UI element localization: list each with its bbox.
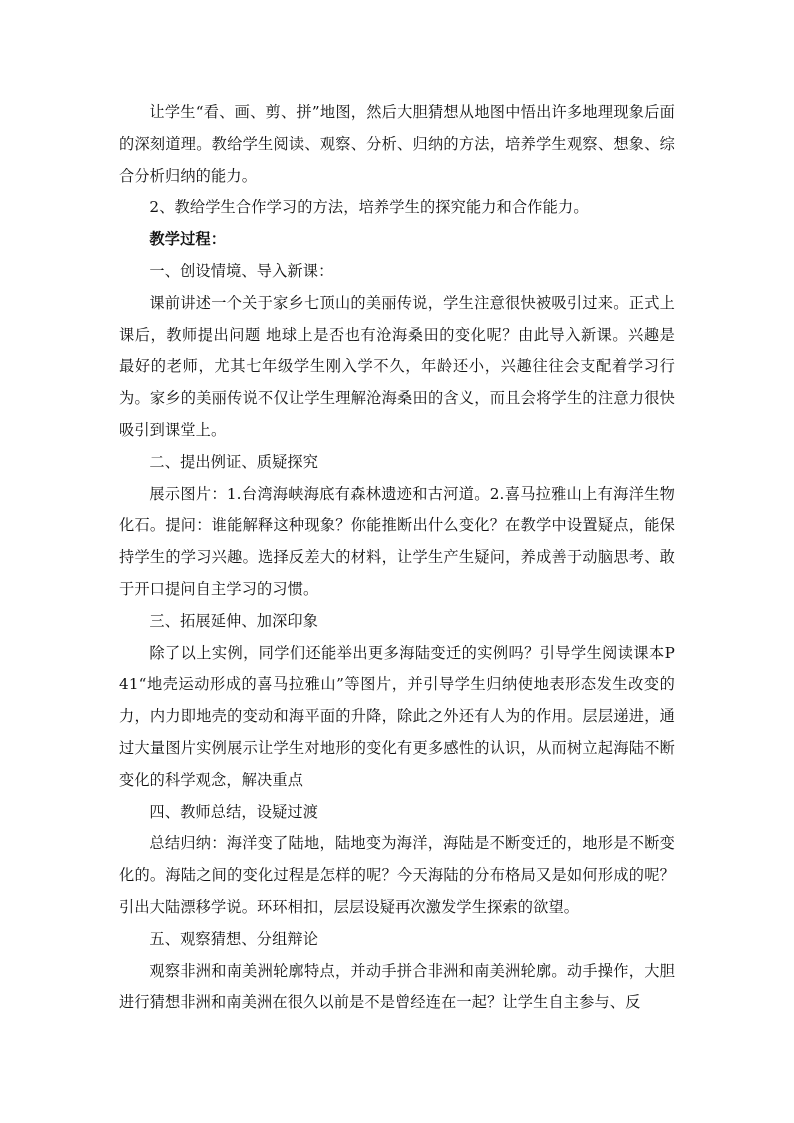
section-heading-1: 一、创设情境、导入新课： [149, 261, 334, 280]
paragraph-section-2: 展示图片：1.台湾海峡海底有森林遗迹和古河道。2.喜马拉雅山上有海洋生物化石。提问：谁能解释这种现象？你能推断出什么变化？在教学中设置疑点，能保持学生的学习兴趣。选择反差大的材料，让学生产生疑问，养成善于动脑思考、敢于开口提问自主学习的习惯。 [119, 484, 675, 598]
paragraph-section-5: 观察非洲和南美洲轮廓特点，并动手拼合非洲和南美洲轮廓。动手操作，大胆进行猜想非洲和南美洲在很久以前是不是曾经连在一起？让学生自主参与、反 [119, 961, 675, 1012]
section-heading-4: 四、教师总结，设疑过渡 [149, 802, 319, 821]
section-heading-3: 三、拓展延伸、加深印象 [149, 611, 319, 630]
section-heading-2: 二、提出例证、质疑探究 [149, 452, 319, 471]
section-heading-teaching-process: 教学过程： [149, 230, 227, 249]
document-body [119, 97, 675, 1019]
paragraph-objective-1: 让学生“看、画、剪、拼”地图，然后大胆猜想从地图中悟出许多地理现象后面的深刻道理。教给学生阅读、观察、分析、归纳的方法，培养学生观察、想象、综合分析归纳的能力。 [119, 103, 675, 185]
paragraph-section-4: 总结归纳：海洋变了陆地，陆地变为海洋，海陆是不断变迁的，地形是不断变化的。海陆之间的变化过程是怎样的呢？今天海陆的分布格局又是如何形成的呢？引出大陆漂移学说。环环相扣，层层设疑再次激发学生探索的欲望。 [119, 834, 675, 916]
paragraph-section-1: 课前讲述一个关于家乡七顶山的美丽传说，学生注意很快被吸引过来。正式上课后，教师提出问题 地球上是否也有沧海桑田的变化呢？由此导入新课。兴趣是最好的老师，尤其七年级学生刚入学不久，年龄还小，兴趣往往会支配着学习行为。家乡的美丽传说不仅让学生理解沧海桑田的含义，而且会将学生的注意力很快吸引到课堂上。 [119, 293, 675, 439]
paragraph-objective-2: 2、教给学生合作学习的方法，培养学生的探究能力和合作能力。 [149, 198, 589, 217]
paragraph-section-3: 除了以上实例，同学们还能举出更多海陆变迁的实例吗？引导学生阅读课本P41“地壳运动形成的喜马拉雅山”等图片，并引导学生归纳使地表形态发生改变的力，内力即地壳的变动和海平面的升降，除此之外还有人为的作用。层层递进，通过大量图片实例展示让学生对地形的变化有更多感性的认识，从而树立起海陆不断变化的科学观念，解决重点 [119, 643, 675, 789]
section-heading-5: 五、观察猜想、分组辩论 [149, 929, 319, 948]
